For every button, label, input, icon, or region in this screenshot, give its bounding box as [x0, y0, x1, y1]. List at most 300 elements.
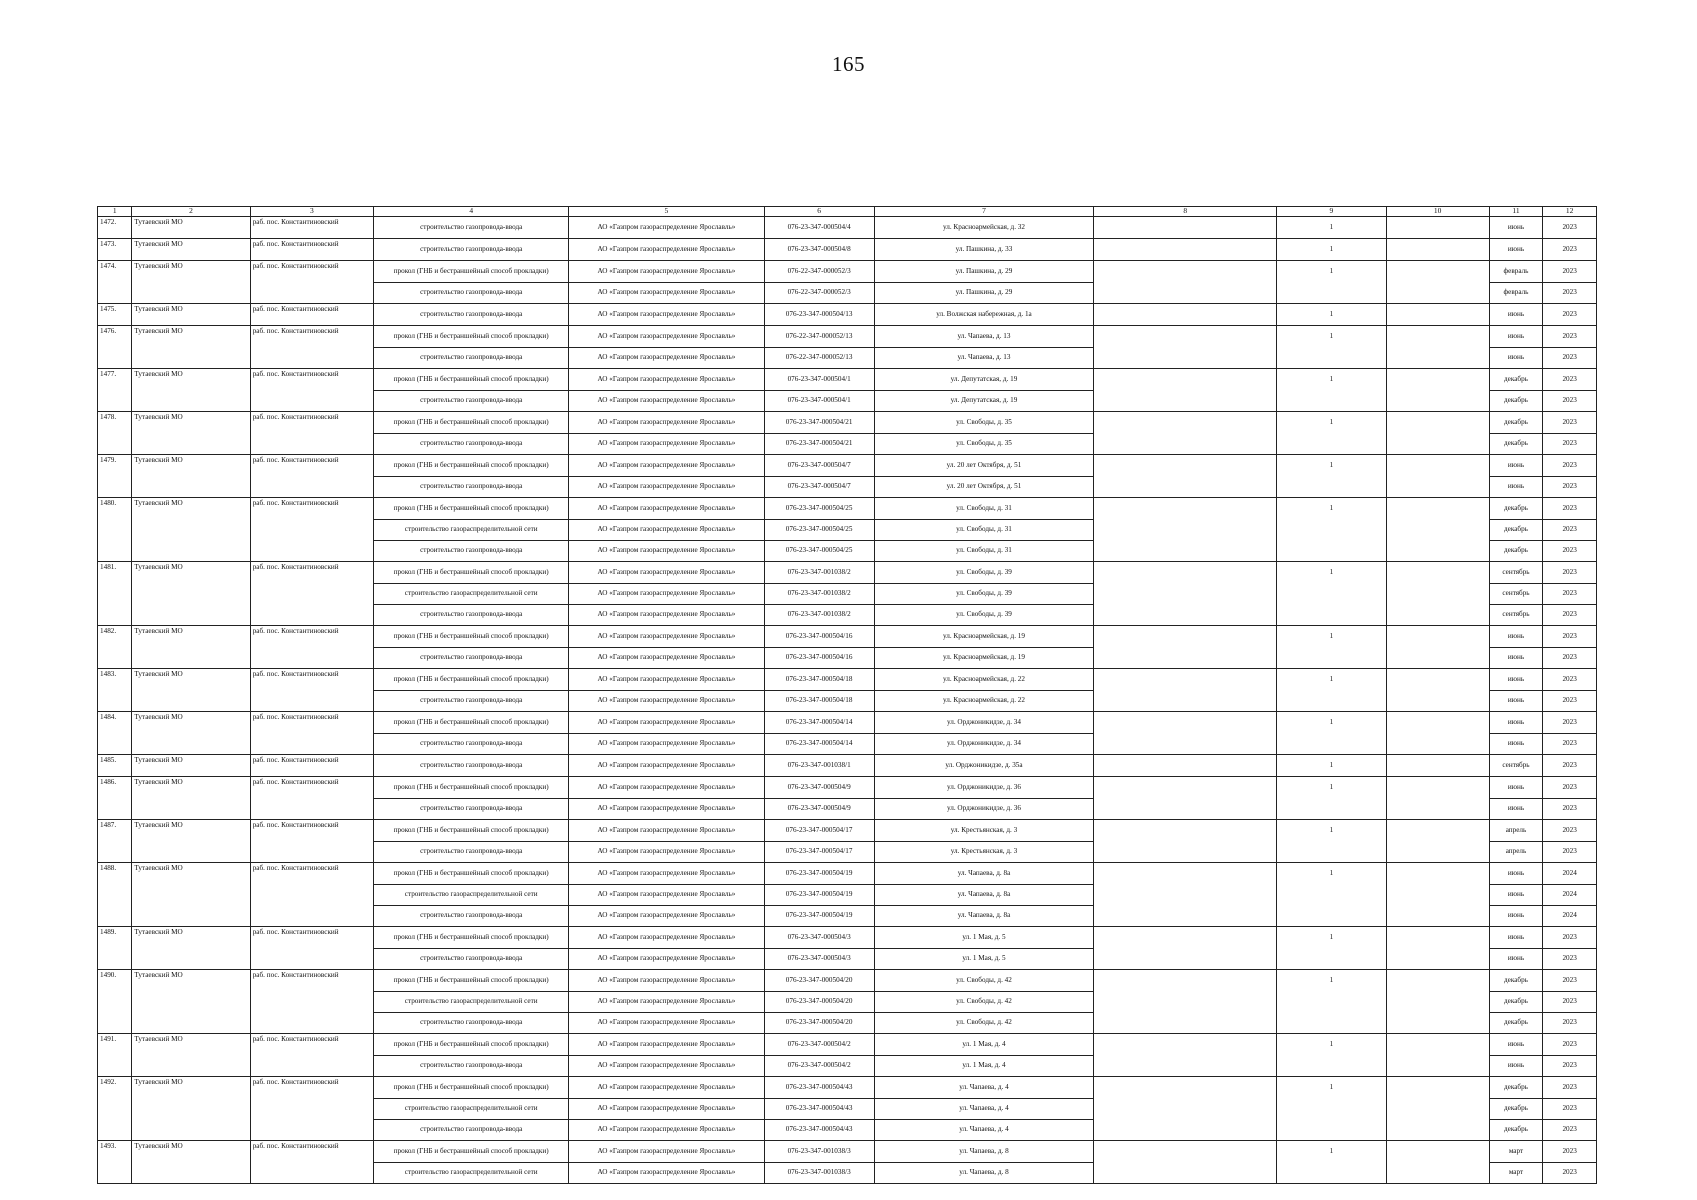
- month-cell: июнь: [1489, 669, 1543, 691]
- settlement-cell: [250, 476, 373, 498]
- month-cell: декабрь: [1489, 970, 1543, 992]
- table-row: [98, 1141, 1597, 1163]
- column-number-header: 2: [132, 207, 250, 217]
- table-row: [98, 519, 1597, 540]
- empty-cell: [1094, 347, 1277, 369]
- registry-code-cell: 076-23-347-000504/2: [764, 1055, 874, 1077]
- municipality-cell: [132, 884, 250, 905]
- column-number-header: 4: [374, 207, 569, 217]
- empty-cell: [1386, 1077, 1489, 1099]
- empty-cell: [1094, 647, 1277, 669]
- month-cell: февраль: [1489, 261, 1543, 283]
- group-number-cell: 1475.: [98, 304, 132, 326]
- month-cell: сентябрь: [1489, 583, 1543, 604]
- table-row: [98, 733, 1597, 755]
- table-row: [98, 476, 1597, 498]
- month-cell: апрель: [1489, 841, 1543, 863]
- month-cell: июнь: [1489, 626, 1543, 648]
- empty-cell: [1386, 1034, 1489, 1056]
- empty-cell: [1386, 583, 1489, 604]
- count-cell: [1277, 1119, 1386, 1141]
- work-type-cell: прокол (ГНБ и бестраншейный способ прокладки): [374, 927, 569, 949]
- address-cell: ул. Орджоникидзе, д. 34: [874, 712, 1093, 734]
- empty-cell: [1386, 390, 1489, 412]
- group-number-cell: [98, 476, 132, 498]
- year-cell: 2024: [1543, 905, 1597, 927]
- count-cell: [1277, 884, 1386, 905]
- address-cell: ул. Свободы, д. 35: [874, 412, 1093, 434]
- organization-cell: АО «Газпром газораспределение Ярославль»: [569, 562, 764, 584]
- count-cell: 1: [1277, 970, 1386, 992]
- table-row: [98, 1077, 1597, 1099]
- address-cell: ул. Волжская набережная, д. 1а: [874, 304, 1093, 326]
- work-type-cell: строительство газопровода-ввода: [374, 948, 569, 970]
- month-cell: декабрь: [1489, 433, 1543, 455]
- organization-cell: АО «Газпром газораспределение Ярославль»: [569, 239, 764, 261]
- address-cell: ул. Красноармейская, д. 19: [874, 647, 1093, 669]
- year-cell: 2023: [1543, 412, 1597, 434]
- organization-cell: АО «Газпром газораспределение Ярославль»: [569, 369, 764, 391]
- table-row: [98, 261, 1597, 283]
- month-cell: июнь: [1489, 733, 1543, 755]
- count-cell: [1277, 583, 1386, 604]
- month-cell: июнь: [1489, 1055, 1543, 1077]
- registry-code-cell: 076-23-347-000504/9: [764, 777, 874, 799]
- table-row: [98, 583, 1597, 604]
- count-cell: [1277, 390, 1386, 412]
- table-row: [98, 1012, 1597, 1034]
- address-cell: ул. 20 лет Октября, д. 51: [874, 455, 1093, 477]
- empty-cell: [1094, 562, 1277, 584]
- table-row: [98, 540, 1597, 562]
- group-number-cell: 1491.: [98, 1034, 132, 1056]
- municipality-cell: Тутаевский МО: [132, 927, 250, 949]
- empty-cell: [1386, 841, 1489, 863]
- group-number-cell: [98, 1012, 132, 1034]
- table-body: [98, 207, 1597, 1184]
- settlement-cell: [250, 948, 373, 970]
- municipality-cell: [132, 1055, 250, 1077]
- empty-cell: [1386, 476, 1489, 498]
- work-type-cell: строительство газопровода-ввода: [374, 304, 569, 326]
- empty-cell: [1094, 712, 1277, 734]
- year-cell: 2023: [1543, 1141, 1597, 1163]
- month-cell: февраль: [1489, 282, 1543, 304]
- address-cell: ул. Чапаева, д. 8а: [874, 884, 1093, 905]
- address-cell: ул. Красноармейская, д. 22: [874, 669, 1093, 691]
- address-cell: ул. Красноармейская, д. 19: [874, 626, 1093, 648]
- year-cell: 2023: [1543, 647, 1597, 669]
- year-cell: 2023: [1543, 669, 1597, 691]
- empty-cell: [1094, 626, 1277, 648]
- registry-code-cell: 076-22-347-000052/3: [764, 282, 874, 304]
- settlement-cell: раб. пос. Константиновский: [250, 863, 373, 885]
- settlement-cell: раб. пос. Константиновский: [250, 304, 373, 326]
- organization-cell: АО «Газпром газораспределение Ярославль»: [569, 583, 764, 604]
- column-number-header: 9: [1277, 207, 1386, 217]
- group-number-cell: 1493.: [98, 1141, 132, 1163]
- work-type-cell: строительство газопровода-ввода: [374, 690, 569, 712]
- year-cell: 2023: [1543, 948, 1597, 970]
- column-number-header: 8: [1094, 207, 1277, 217]
- address-cell: ул. Чапаева, д. 8а: [874, 905, 1093, 927]
- group-number-cell: [98, 647, 132, 669]
- settlement-cell: [250, 583, 373, 604]
- address-cell: ул. Красноармейская, д. 32: [874, 217, 1093, 239]
- year-cell: 2023: [1543, 347, 1597, 369]
- count-cell: [1277, 1055, 1386, 1077]
- count-cell: [1277, 1162, 1386, 1184]
- organization-cell: АО «Газпром газораспределение Ярославль»: [569, 991, 764, 1012]
- year-cell: 2023: [1543, 604, 1597, 626]
- table-row: [98, 970, 1597, 992]
- municipality-cell: Тутаевский МО: [132, 863, 250, 885]
- municipality-cell: Тутаевский МО: [132, 304, 250, 326]
- address-cell: ул. 1 Мая, д. 5: [874, 927, 1093, 949]
- empty-cell: [1094, 777, 1277, 799]
- table-row: [98, 347, 1597, 369]
- registry-code-cell: 076-23-347-000504/25: [764, 519, 874, 540]
- year-cell: 2024: [1543, 884, 1597, 905]
- organization-cell: АО «Газпром газораспределение Ярославль»: [569, 540, 764, 562]
- organization-cell: АО «Газпром газораспределение Ярославль»: [569, 777, 764, 799]
- count-cell: 1: [1277, 712, 1386, 734]
- empty-cell: [1386, 647, 1489, 669]
- empty-cell: [1386, 604, 1489, 626]
- empty-cell: [1094, 412, 1277, 434]
- municipality-cell: Тутаевский МО: [132, 369, 250, 391]
- count-cell: 1: [1277, 239, 1386, 261]
- organization-cell: АО «Газпром газораспределение Ярославль»: [569, 970, 764, 992]
- settlement-cell: [250, 540, 373, 562]
- municipality-cell: Тутаевский МО: [132, 970, 250, 992]
- work-type-cell: прокол (ГНБ и бестраншейный способ прокладки): [374, 369, 569, 391]
- work-type-cell: строительство газопровода-ввода: [374, 647, 569, 669]
- registry-code-cell: 076-23-347-000504/20: [764, 1012, 874, 1034]
- settlement-cell: раб. пос. Константиновский: [250, 261, 373, 283]
- work-type-cell: прокол (ГНБ и бестраншейный способ прокладки): [374, 455, 569, 477]
- year-cell: 2023: [1543, 282, 1597, 304]
- empty-cell: [1386, 369, 1489, 391]
- group-number-cell: 1482.: [98, 626, 132, 648]
- settlement-cell: раб. пос. Константиновский: [250, 217, 373, 239]
- organization-cell: АО «Газпром газораспределение Ярославль»: [569, 604, 764, 626]
- empty-cell: [1094, 583, 1277, 604]
- address-cell: ул. Крестьянская, д. 3: [874, 841, 1093, 863]
- count-cell: [1277, 519, 1386, 540]
- work-type-cell: строительство газопровода-ввода: [374, 239, 569, 261]
- year-cell: 2023: [1543, 970, 1597, 992]
- year-cell: 2023: [1543, 1055, 1597, 1077]
- work-type-cell: строительство газопровода-ввода: [374, 755, 569, 777]
- registry-code-cell: 076-23-347-000504/3: [764, 927, 874, 949]
- group-number-cell: [98, 390, 132, 412]
- municipality-cell: Тутаевский МО: [132, 261, 250, 283]
- count-cell: [1277, 905, 1386, 927]
- group-number-cell: [98, 905, 132, 927]
- address-cell: ул. Свободы, д. 31: [874, 519, 1093, 540]
- work-type-cell: прокол (ГНБ и бестраншейный способ прокладки): [374, 562, 569, 584]
- table-row: [98, 863, 1597, 885]
- table-row: [98, 905, 1597, 927]
- year-cell: 2023: [1543, 1012, 1597, 1034]
- address-cell: ул. Свободы, д. 42: [874, 970, 1093, 992]
- address-cell: ул. Пашкина, д. 33: [874, 239, 1093, 261]
- empty-cell: [1386, 755, 1489, 777]
- empty-cell: [1094, 1055, 1277, 1077]
- municipality-cell: Тутаевский МО: [132, 626, 250, 648]
- count-cell: 1: [1277, 455, 1386, 477]
- column-number-header: 3: [250, 207, 373, 217]
- settlement-cell: раб. пос. Константиновский: [250, 1077, 373, 1099]
- work-type-cell: прокол (ГНБ и бестраншейный способ прокладки): [374, 863, 569, 885]
- count-cell: [1277, 540, 1386, 562]
- registry-code-cell: 076-23-347-000504/7: [764, 455, 874, 477]
- work-type-cell: прокол (ГНБ и бестраншейный способ прокладки): [374, 261, 569, 283]
- empty-cell: [1386, 712, 1489, 734]
- work-type-cell: строительство газораспределительной сети: [374, 884, 569, 905]
- group-number-cell: [98, 519, 132, 540]
- count-cell: [1277, 948, 1386, 970]
- empty-cell: [1094, 733, 1277, 755]
- registry-code-cell: 076-23-347-000504/20: [764, 970, 874, 992]
- group-number-cell: 1473.: [98, 239, 132, 261]
- group-number-cell: [98, 583, 132, 604]
- address-cell: ул. Орджоникидзе, д. 36: [874, 798, 1093, 820]
- year-cell: 2023: [1543, 476, 1597, 498]
- registry-code-cell: 076-23-347-001038/2: [764, 583, 874, 604]
- organization-cell: АО «Газпром газораспределение Ярославль»: [569, 841, 764, 863]
- municipality-cell: [132, 798, 250, 820]
- organization-cell: АО «Газпром газораспределение Ярославль»: [569, 690, 764, 712]
- empty-cell: [1386, 1162, 1489, 1184]
- organization-cell: АО «Газпром газораспределение Ярославль»: [569, 498, 764, 520]
- table-row: [98, 498, 1597, 520]
- empty-cell: [1094, 884, 1277, 905]
- empty-cell: [1094, 390, 1277, 412]
- settlement-cell: [250, 798, 373, 820]
- settlement-cell: раб. пос. Константиновский: [250, 970, 373, 992]
- organization-cell: АО «Газпром газораспределение Ярославль»: [569, 755, 764, 777]
- count-cell: 1: [1277, 927, 1386, 949]
- empty-cell: [1386, 733, 1489, 755]
- settlement-cell: раб. пос. Константиновский: [250, 777, 373, 799]
- empty-cell: [1386, 690, 1489, 712]
- month-cell: декабрь: [1489, 1119, 1543, 1141]
- year-cell: 2023: [1543, 777, 1597, 799]
- table-row: [98, 562, 1597, 584]
- group-number-cell: 1488.: [98, 863, 132, 885]
- table-row: [98, 820, 1597, 842]
- empty-cell: [1386, 412, 1489, 434]
- year-cell: 2023: [1543, 390, 1597, 412]
- address-cell: ул. 1 Мая, д. 4: [874, 1034, 1093, 1056]
- year-cell: 2023: [1543, 1119, 1597, 1141]
- address-cell: ул. Орджоникидзе, д. 34: [874, 733, 1093, 755]
- work-type-cell: строительство газопровода-ввода: [374, 217, 569, 239]
- month-cell: декабрь: [1489, 369, 1543, 391]
- empty-cell: [1094, 991, 1277, 1012]
- settlement-cell: раб. пос. Константиновский: [250, 455, 373, 477]
- table-row: [98, 1098, 1597, 1119]
- work-type-cell: строительство газопровода-ввода: [374, 905, 569, 927]
- municipality-cell: [132, 583, 250, 604]
- work-type-cell: строительство газопровода-ввода: [374, 390, 569, 412]
- month-cell: декабрь: [1489, 1012, 1543, 1034]
- month-cell: июнь: [1489, 712, 1543, 734]
- organization-cell: АО «Газпром газораспределение Ярославль»: [569, 347, 764, 369]
- work-type-cell: прокол (ГНБ и бестраншейный способ прокладки): [374, 1034, 569, 1056]
- group-number-cell: 1479.: [98, 455, 132, 477]
- count-cell: 1: [1277, 369, 1386, 391]
- group-number-cell: 1483.: [98, 669, 132, 691]
- work-type-cell: прокол (ГНБ и бестраншейный способ прокладки): [374, 669, 569, 691]
- settlement-cell: [250, 433, 373, 455]
- month-cell: июнь: [1489, 455, 1543, 477]
- month-cell: июнь: [1489, 217, 1543, 239]
- registry-code-cell: 076-23-347-001038/2: [764, 562, 874, 584]
- table-row: [98, 304, 1597, 326]
- registry-code-cell: 076-23-347-000504/8: [764, 239, 874, 261]
- empty-cell: [1094, 1098, 1277, 1119]
- registry-code-cell: 076-23-347-000504/17: [764, 820, 874, 842]
- group-number-cell: [98, 884, 132, 905]
- address-cell: ул. Свободы, д. 42: [874, 1012, 1093, 1034]
- count-cell: [1277, 282, 1386, 304]
- empty-cell: [1094, 239, 1277, 261]
- table-row: [98, 626, 1597, 648]
- month-cell: декабрь: [1489, 540, 1543, 562]
- settlement-cell: раб. пос. Константиновский: [250, 562, 373, 584]
- registry-code-cell: 076-23-347-000504/16: [764, 626, 874, 648]
- table-row: [98, 647, 1597, 669]
- organization-cell: АО «Газпром газораспределение Ярославль»: [569, 1055, 764, 1077]
- settlement-cell: [250, 282, 373, 304]
- table-row: [98, 798, 1597, 820]
- month-cell: сентябрь: [1489, 604, 1543, 626]
- address-cell: ул. Чапаева, д. 13: [874, 326, 1093, 348]
- count-cell: 1: [1277, 669, 1386, 691]
- count-cell: 1: [1277, 1077, 1386, 1099]
- group-number-cell: [98, 1119, 132, 1141]
- group-number-cell: [98, 282, 132, 304]
- table-row: [98, 369, 1597, 391]
- group-number-cell: 1476.: [98, 326, 132, 348]
- empty-cell: [1094, 1077, 1277, 1099]
- settlement-cell: [250, 1119, 373, 1141]
- empty-cell: [1386, 777, 1489, 799]
- municipality-cell: [132, 347, 250, 369]
- column-number-header: 12: [1543, 207, 1597, 217]
- work-type-cell: строительство газораспределительной сети: [374, 519, 569, 540]
- group-number-cell: [98, 1055, 132, 1077]
- group-number-cell: 1478.: [98, 412, 132, 434]
- month-cell: сентябрь: [1489, 562, 1543, 584]
- registry-code-cell: 076-23-347-000504/7: [764, 476, 874, 498]
- group-number-cell: 1472.: [98, 217, 132, 239]
- empty-cell: [1386, 347, 1489, 369]
- settlement-cell: [250, 604, 373, 626]
- empty-cell: [1094, 1119, 1277, 1141]
- group-number-cell: 1487.: [98, 820, 132, 842]
- group-number-cell: [98, 433, 132, 455]
- organization-cell: АО «Газпром газораспределение Ярославль»: [569, 519, 764, 540]
- count-cell: [1277, 647, 1386, 669]
- month-cell: июнь: [1489, 884, 1543, 905]
- address-cell: ул. Свободы, д. 35: [874, 433, 1093, 455]
- registry-code-cell: 076-23-347-000504/21: [764, 433, 874, 455]
- organization-cell: АО «Газпром газораспределение Ярославль»: [569, 433, 764, 455]
- organization-cell: АО «Газпром газораспределение Ярославль»: [569, 326, 764, 348]
- empty-cell: [1386, 1055, 1489, 1077]
- page-number: 165: [832, 52, 865, 76]
- work-type-cell: прокол (ГНБ и бестраншейный способ прокладки): [374, 1077, 569, 1099]
- registry-code-cell: 076-23-347-000504/2: [764, 1034, 874, 1056]
- empty-cell: [1094, 820, 1277, 842]
- month-cell: июнь: [1489, 239, 1543, 261]
- municipality-cell: [132, 433, 250, 455]
- empty-cell: [1094, 798, 1277, 820]
- table-row: [98, 712, 1597, 734]
- table-row: [98, 239, 1597, 261]
- address-cell: ул. Крестьянская, д. 3: [874, 820, 1093, 842]
- table-row: [98, 390, 1597, 412]
- registry-code-cell: 076-23-347-000504/16: [764, 647, 874, 669]
- count-cell: 1: [1277, 1141, 1386, 1163]
- address-cell: ул. Чапаева, д. 8: [874, 1162, 1093, 1184]
- year-cell: 2023: [1543, 626, 1597, 648]
- municipality-cell: Тутаевский МО: [132, 712, 250, 734]
- group-number-cell: 1480.: [98, 498, 132, 520]
- count-cell: [1277, 433, 1386, 455]
- settlement-cell: раб. пос. Константиновский: [250, 712, 373, 734]
- work-type-cell: строительство газораспределительной сети: [374, 991, 569, 1012]
- count-cell: [1277, 1098, 1386, 1119]
- empty-cell: [1386, 455, 1489, 477]
- work-type-cell: прокол (ГНБ и бестраншейный способ прокладки): [374, 498, 569, 520]
- registry-code-cell: 076-23-347-001038/3: [764, 1162, 874, 1184]
- empty-cell: [1386, 798, 1489, 820]
- address-cell: ул. Депутатская, д. 19: [874, 390, 1093, 412]
- municipality-cell: Тутаевский МО: [132, 1034, 250, 1056]
- organization-cell: АО «Газпром газораспределение Ярославль»: [569, 1098, 764, 1119]
- municipality-cell: [132, 390, 250, 412]
- count-cell: [1277, 690, 1386, 712]
- table-row: [98, 326, 1597, 348]
- month-cell: декабрь: [1489, 519, 1543, 540]
- column-number-header: 11: [1489, 207, 1543, 217]
- address-cell: ул. Чапаева, д. 13: [874, 347, 1093, 369]
- registry-code-cell: 076-23-347-000504/20: [764, 991, 874, 1012]
- empty-cell: [1386, 669, 1489, 691]
- work-type-cell: прокол (ГНБ и бестраншейный способ прокладки): [374, 820, 569, 842]
- empty-cell: [1386, 562, 1489, 584]
- table-row: [98, 433, 1597, 455]
- work-type-cell: строительство газопровода-ввода: [374, 1119, 569, 1141]
- column-number-header: 7: [874, 207, 1093, 217]
- empty-cell: [1094, 1034, 1277, 1056]
- work-type-cell: строительство газораспределительной сети: [374, 1098, 569, 1119]
- count-cell: 1: [1277, 261, 1386, 283]
- count-cell: [1277, 841, 1386, 863]
- empty-cell: [1094, 1162, 1277, 1184]
- work-type-cell: строительство газопровода-ввода: [374, 733, 569, 755]
- organization-cell: АО «Газпром газораспределение Ярославль»: [569, 820, 764, 842]
- empty-cell: [1386, 540, 1489, 562]
- year-cell: 2023: [1543, 562, 1597, 584]
- work-type-cell: прокол (ГНБ и бестраншейный способ прокладки): [374, 777, 569, 799]
- settlement-cell: раб. пос. Константиновский: [250, 326, 373, 348]
